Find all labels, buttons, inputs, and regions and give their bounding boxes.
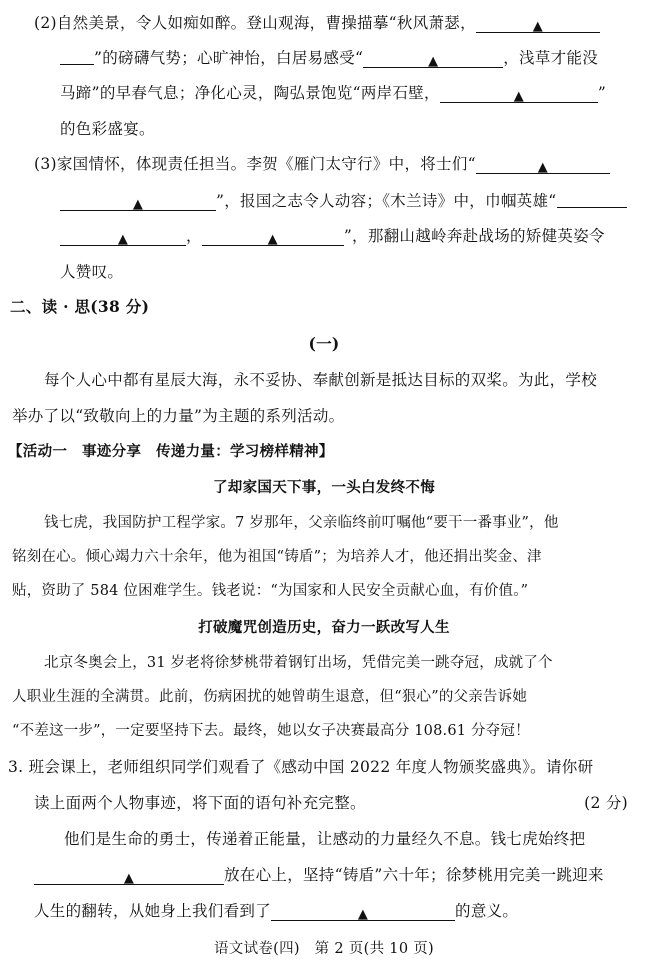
intro-line-1: 每个人心中都有星辰大海，永不妥协、奉献创新是抵达目标的双桨。为此，学校 [44,371,598,389]
answer-blank[interactable] [34,866,224,885]
part-title: (一) [308,334,340,353]
q2-text: ”的磅礴气势；心旷神怡，白居易感受“ [94,49,364,67]
q3-text: ， [186,227,202,245]
question3-line-3: 他们是生命的勇士，传递着正能量，让感动的力量经久不息。钱七虎始终把 [64,830,586,848]
answer-blank[interactable] [363,49,503,68]
q3-text: ”，报国之志令人动容；《木兰诗》中，巾帼英雄“ [216,192,557,210]
q3-text: 人赞叹。 [60,263,124,281]
answer-blank[interactable] [60,46,94,65]
activity-title: 【活动一 事迹分享 传递力量：学习榜样精神】 [8,444,334,460]
q3-text: (3)家国情怀，体现责任担当。李贺《雁门太守行》中，将士们“ [34,155,476,173]
question3-text: 读上面两个人物事迹，将下面的语句补充完整。 [34,794,366,812]
story1-title: 了却家国天下事，一头白发终不悔 [213,480,435,496]
section-title: 二、读 · 思(38 分) [10,297,150,316]
story1-line-2: 铭刻在心。倾心竭力六十余年，他为祖国“铸盾”；为培养人才，他还捐出奖金、津 [12,549,542,565]
q3-line-4 [60,261,123,283]
answer-blank[interactable] [60,227,186,246]
q3-text: ”，那翻山越岭奔赴战场的矫健英姿令 [343,227,605,245]
question3-text: 的意义。 [455,902,519,920]
q3-line-3 [60,225,605,247]
score-label: (2 分) [584,794,628,812]
answer-blank[interactable] [440,84,598,103]
intro-line-2: 举办了以“致敬向上的力量”为主题的系列活动。 [12,407,345,425]
q2-line-1 [34,12,600,34]
q2-line-3 [60,82,606,104]
question3-line-5 [34,900,518,922]
q3-line-1 [34,153,610,175]
triangle-icon: ▲ [357,907,369,922]
question3-text: 放在心上，坚持“铸盾”六十年；徐梦桃用完美一跳迎来 [224,866,604,884]
story1-line-3: 贴，资助了 584 位困难学生。钱老说：“为国家和人民安全贡献心血，有价值。” [12,583,529,599]
answer-blank[interactable] [476,155,610,174]
q3-line-2 [60,189,627,212]
story2-line-1: 北京冬奥会上，31 岁老将徐梦桃带着钢钉出场，凭借完美一跳夺冠，成就了个 [44,655,553,671]
answer-blank[interactable] [271,902,455,921]
answer-blank[interactable] [60,192,216,211]
q2-line-2 [60,46,598,69]
question3-text: 人生的翻转，从她身上我们看到了 [34,902,272,920]
triangle-icon: ▲ [532,19,544,34]
story2-title: 打破魔咒创造历史，奋力一跃改写人生 [198,620,450,636]
q2-text: (2)自然美景，令人如痴如醉。登山观海，曹操描摹“秋风萧瑟， [34,14,476,32]
q2-text: ，浅草才能没 [503,49,599,67]
story1-line-1: 钱七虎，我国防护工程学家。7 岁那年，父亲临终前叮嘱他“要干一番事业”，他 [44,515,559,531]
triangle-icon: ▲ [267,232,278,247]
story2-line-2: 人职业生涯的全满贯。此前，伤病困扰的她曾萌生退意，但“狠心”的父亲告诉她 [12,689,528,705]
triangle-icon: ▲ [132,197,144,212]
question3-line-4 [34,864,604,886]
q2-text: ” [597,84,607,102]
q2-line-4 [60,118,155,140]
page-footer: 语文试卷(四) 第 2 页(共 10 页) [213,941,435,957]
story2-line-3: “不差这一步”，一定要坚持下去。最终，她以女子决赛最高分 108.61 分夺冠！ [12,723,530,739]
triangle-icon: ▲ [117,232,129,247]
triangle-icon: ▲ [428,54,439,69]
question3-line-1: 3. 班会课上，老师组织同学们观看了《感动中国 2022 年度人物颁奖盛典》。请你研 [8,758,594,776]
q2-text: 的色彩盛宴。 [60,120,155,138]
answer-blank[interactable] [202,227,344,246]
answer-blank[interactable] [557,189,627,208]
triangle-icon: ▲ [537,160,549,175]
triangle-icon: ▲ [513,89,525,104]
answer-blank[interactable] [476,14,600,33]
q2-text: 马蹄”的早春气息；净化心灵，陶弘景饱览“两岸石壁， [60,84,440,102]
question3-line-2 [34,792,634,814]
triangle-icon: ▲ [123,871,135,886]
